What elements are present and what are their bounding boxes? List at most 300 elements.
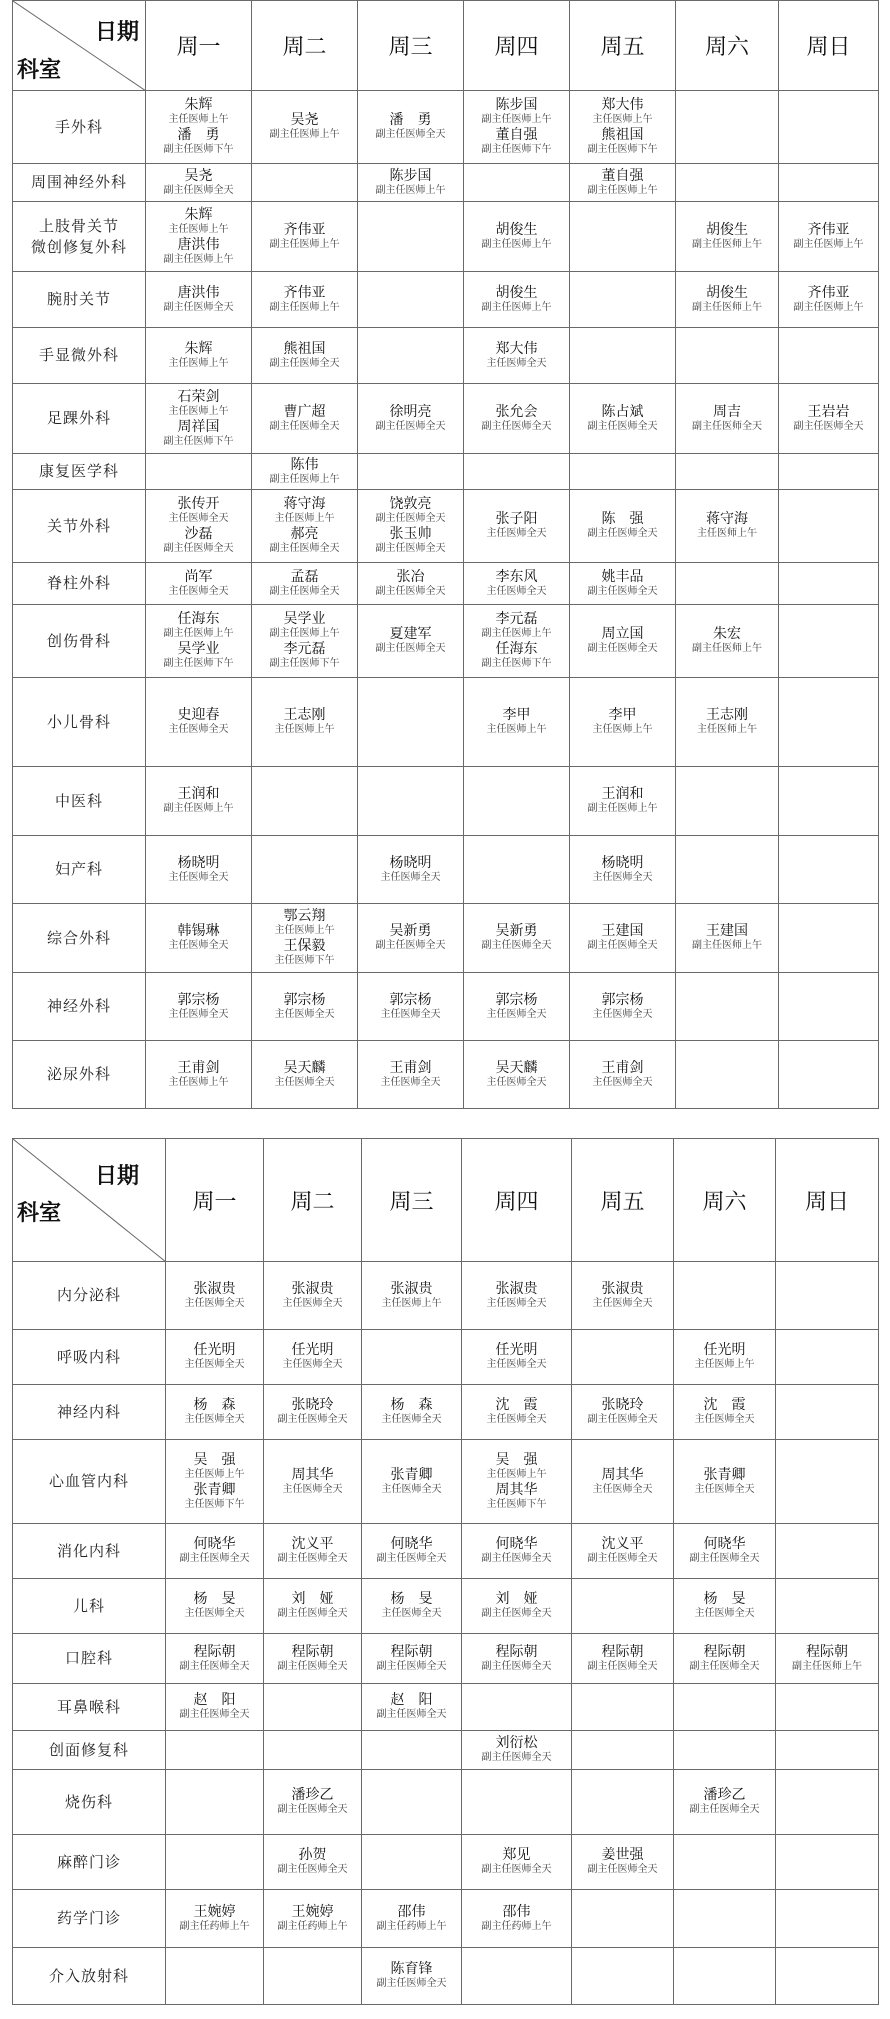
doctor-title: 副主任医师全天 [375,420,446,432]
doctor-name: 熊祖国 [283,340,326,357]
doctor-entry [464,404,569,434]
doctor-title: 主任医师上午 [184,1468,245,1480]
doctor-name: 周其华 [495,1481,538,1498]
doctor-name: 任光明 [703,1342,746,1358]
doctor-name: 陈伟 [290,456,319,473]
doctor-title: 副主任医师全天 [163,543,234,554]
doctor-entry [264,1591,361,1621]
doctor-title: 主任医师上午 [486,724,547,735]
doctor-name: 何晓华 [703,1536,746,1552]
schedule-cell [779,1041,879,1109]
day-header: 周四 [464,1,570,91]
schedule-cell [572,1579,674,1634]
corner-header [13,1139,166,1262]
schedule-cell [779,384,879,454]
schedule-cell [676,164,779,202]
schedule-cell [252,202,358,272]
doctor-entry [570,707,675,737]
doctor-name: 李元磊 [283,641,326,657]
schedule-cell [146,384,252,454]
schedule-cell [146,328,252,384]
doctor-entry [462,1397,571,1427]
schedule-cell [146,272,252,328]
doctor-name: 王志刚 [706,707,748,723]
schedule-cell [779,91,879,164]
schedule-cell [362,1684,462,1731]
doctor-name: 孙贺 [298,1847,327,1863]
dept-cell [13,767,146,836]
doctor-entry [146,419,251,449]
doctor-title: 副主任医师全天 [277,1660,348,1672]
schedule-cell [464,605,570,678]
schedule-row [13,384,879,454]
doctor-title: 主任医师全天 [184,1608,245,1619]
schedule-cell [572,1890,674,1948]
doctor-entry [252,641,357,671]
doctor-entry [674,1536,775,1566]
schedule-cell [252,272,358,328]
doctor-name: 吴天麟 [283,1059,326,1076]
doctor-title: 副主任医师全天 [375,940,446,951]
doctor-title: 主任医师全天 [486,1008,547,1020]
doctor-entry [264,1787,361,1817]
schedule-cell [572,1835,674,1890]
doctor-title: 主任医师全天 [282,1483,343,1495]
doctor-title: 主任医师全天 [486,357,547,369]
schedule-cell [252,1041,358,1109]
doctor-entry [572,1397,673,1427]
doctor-name: 沈义平 [601,1536,644,1552]
doctor-entry [676,285,778,315]
schedule-cell [358,91,464,164]
doctor-title: 副主任医师全天 [481,420,552,432]
doctor-name: 沈 霞 [495,1397,538,1413]
doctor-name: 张淑贵 [495,1280,538,1297]
doctor-title: 主任医师全天 [486,1297,547,1309]
schedule-row [13,678,879,767]
dept-cell [13,904,146,973]
doctor-title: 副主任医师上午 [792,1660,862,1672]
doctor-title: 主任医师全天 [168,871,229,883]
doctor-entry [462,1735,571,1765]
dept-name: 小儿骨科 [46,712,111,731]
doctor-title: 主任医师全天 [486,1359,547,1370]
schedule-cell [779,202,879,272]
schedule-cell [572,1770,674,1835]
schedule-cell [570,454,676,490]
day-header: 周三 [358,1,464,91]
schedule-cell [776,1330,879,1385]
doctor-entry [362,1591,461,1621]
doctor-entry [252,496,357,526]
doctor-entry [358,526,463,556]
day-header: 周二 [264,1139,362,1262]
doctor-title: 主任医师全天 [380,1076,441,1088]
schedule-cell [146,563,252,605]
doctor-entry [252,526,357,556]
schedule-table-2 [12,1138,879,2005]
doctor-entry [362,1644,461,1674]
doctor-name: 唐洪伟 [177,236,220,253]
doctor-name: 王建国 [601,923,644,939]
doctor-entry [264,1342,361,1372]
schedule-cell [358,164,464,202]
schedule-cell [776,1385,879,1440]
schedule-cell [362,1262,462,1330]
doctor-title: 副主任医师上午 [793,238,864,250]
schedule-cell [676,328,779,384]
dept-cell [13,454,146,490]
doctor-title: 副主任药师上午 [481,1920,552,1932]
doctor-name: 程际朝 [806,1643,848,1660]
schedule-cell [674,1731,776,1770]
doctor-entry [252,112,357,142]
doctor-entry [146,1060,251,1090]
doctor-entry [676,707,778,737]
doctor-title: 主任医师全天 [592,1483,653,1495]
doctor-title: 主任医师全天 [282,1359,343,1370]
schedule-cell [358,836,464,904]
doctor-title: 主任医师上午 [697,528,757,539]
doctor-name: 张晓玲 [601,1397,644,1413]
doctor-title: 副主任医师下午 [163,435,234,447]
doctor-entry [146,237,251,267]
doctor-name: 吴新勇 [389,923,432,939]
schedule-cell [166,1770,264,1835]
schedule-cell [252,454,358,490]
doctor-title: 主任医师全天 [168,585,229,597]
doctor-title: 副主任医师上午 [692,301,762,313]
doctor-entry [362,1692,461,1722]
doctor-entry [464,341,569,371]
doctor-name: 周吉 [713,403,741,420]
schedule-row [13,1579,879,1634]
schedule-cell [166,1385,264,1440]
doctor-entry [166,1536,263,1566]
doctor-name: 陈占斌 [601,403,644,420]
day-header: 周一 [166,1139,264,1262]
doctor-name: 吴学业 [283,611,326,627]
doctor-name: 王岩岩 [807,403,850,420]
doctor-name: 沈义平 [291,1536,334,1552]
doctor-title: 主任医师全天 [282,1297,343,1309]
doctor-name: 姜世强 [601,1847,644,1863]
dept-name: 呼吸内科 [56,1347,121,1366]
schedule-cell [358,202,464,272]
schedule-cell [462,1634,572,1684]
doctor-name: 杨 森 [193,1397,236,1413]
schedule-row [13,767,879,836]
schedule-row [13,563,879,605]
doctor-title: 主任医师全天 [184,1297,245,1309]
schedule-cell [358,272,464,328]
schedule-cell [146,164,252,202]
schedule-cell [674,1440,776,1524]
doctor-name: 何晓华 [390,1536,433,1552]
schedule-cell [570,328,676,384]
dept-name: 手外科 [54,117,103,136]
doctor-entry [146,855,251,885]
schedule-cell [462,1330,572,1385]
doctor-name: 任光明 [193,1342,236,1358]
doctor-name: 郑大伟 [495,340,538,357]
schedule-cell [166,1634,264,1684]
schedule-cell [570,490,676,563]
doctor-title: 副主任医师上午 [481,238,552,250]
doctor-entry [264,1536,361,1566]
doctor-title: 主任医师上午 [274,513,335,524]
doctor-entry [674,1591,775,1621]
doctor-name: 王甫剑 [601,1059,644,1076]
doctor-name: 杨 森 [390,1397,433,1413]
schedule-cell [464,678,570,767]
dept-name: 创面修复科 [48,1740,129,1759]
doctor-entry [146,389,251,419]
schedule-cell [570,202,676,272]
doctor-name: 张青卿 [193,1481,236,1498]
schedule-row [13,1634,879,1684]
schedule-cell [464,904,570,973]
doctor-title: 副主任医师下午 [481,144,552,155]
doctor-entry [572,1467,673,1497]
doctor-entry [358,404,463,434]
dept-cell [13,328,146,384]
dept-name: 儿科 [72,1596,105,1615]
doctor-title: 副主任医师全天 [692,420,762,432]
schedule-row [13,272,879,328]
doctor-name: 杨 旻 [390,1591,433,1607]
dept-name: 消化内科 [56,1541,121,1560]
schedule-cell [362,1330,462,1385]
doctor-entry [570,786,675,816]
schedule-cell [252,490,358,563]
doctor-title: 副主任医师全天 [269,543,340,554]
doctor-name: 王润和 [601,786,644,802]
doctor-name: 张子阳 [495,511,538,527]
doctor-name: 杨 旻 [703,1591,746,1607]
doctor-name: 邵伟 [397,1903,426,1920]
schedule-row [13,1890,879,1948]
doctor-title: 副主任医师全天 [481,940,552,951]
doctor-entry [572,1847,673,1877]
schedule-cell [362,1890,462,1948]
doctor-entry [462,1452,571,1482]
doctor-title: 副主任医师全天 [481,1553,552,1564]
schedule-cell [166,1524,264,1579]
schedule-cell [146,202,252,272]
doctor-name: 郭宗杨 [177,991,220,1008]
schedule-cell [462,1890,572,1948]
doctor-entry [358,569,463,599]
doctor-name: 潘珍乙 [703,1787,746,1803]
schedule-row [13,490,879,563]
doctor-title: 主任医师全天 [486,1414,547,1425]
doctor-entry [358,626,463,656]
schedule-cell [146,904,252,973]
doctor-name: 吴学业 [177,641,220,657]
doctor-entry [358,112,463,142]
schedule-cell [146,91,252,164]
doctor-name: 王建国 [706,923,748,939]
doctor-name: 沙磊 [184,526,213,542]
schedule-cell [362,1440,462,1524]
date-label: 日期 [94,19,139,45]
doctor-entry [358,992,463,1022]
schedule-cell [252,678,358,767]
doctor-title: 副主任医师全天 [689,1660,760,1672]
doctor-title: 主任医师上午 [168,223,229,235]
schedule-cell [358,490,464,563]
schedule-cell [362,1579,462,1634]
doctor-name: 朱辉 [184,206,213,223]
schedule-cell [264,1330,362,1385]
schedule-cell [358,454,464,490]
doctor-name: 王保毅 [283,938,326,954]
doctor-title: 主任医师全天 [274,1008,335,1020]
schedule-row [13,1330,879,1385]
doctor-entry [462,1342,571,1372]
doctor-title: 副主任医师全天 [481,1660,552,1672]
doctor-entry [572,1281,673,1311]
doctor-entry [464,707,569,737]
doctor-entry [464,569,569,599]
doctor-name: 赵 阳 [390,1692,433,1708]
doctor-entry [252,707,357,737]
schedule-cell [676,678,779,767]
dept-cell [13,1948,166,2005]
day-header: 周三 [362,1139,462,1262]
doctor-entry [252,938,357,968]
doctor-entry [264,1467,361,1497]
doctor-title: 主任医师全天 [694,1483,755,1495]
dept-cell [13,973,146,1041]
schedule-cell [570,678,676,767]
doctor-name: 齐伟亚 [807,284,850,301]
schedule-cell [462,1770,572,1835]
doctor-name: 王润和 [177,786,220,802]
schedule-cell [464,328,570,384]
doctor-entry [166,1342,263,1372]
dept-cell [13,202,146,272]
schedule-cell [464,973,570,1041]
doctor-entry [252,1060,357,1090]
dept-name: 泌尿外科 [46,1065,111,1083]
schedule-cell [779,164,879,202]
schedule-cell [462,1948,572,2005]
doctor-title: 副主任医师全天 [163,301,234,313]
schedule-cell [674,1579,776,1634]
doctor-name: 郑大伟 [601,97,644,113]
doctor-name: 郭宗杨 [389,991,432,1008]
doctor-title: 副主任医师全天 [587,420,658,432]
doctor-title: 主任医师全天 [168,724,229,735]
schedule-cell [464,384,570,454]
schedule-cell [776,1262,879,1330]
schedule-cell [358,384,464,454]
doctor-title: 主任医师全天 [592,1076,653,1088]
doctor-entry [252,404,357,434]
doctor-title: 主任医师下午 [184,1498,245,1510]
doctor-entry [570,569,675,599]
schedule-cell [570,904,676,973]
doctor-title: 副主任医师上午 [269,129,340,140]
doctor-title: 副主任医师全天 [376,1553,447,1564]
schedule-cell [572,1684,674,1731]
doctor-name: 郝亮 [290,526,319,542]
schedule-cell [264,1440,362,1524]
doctor-name: 胡俊生 [495,221,538,238]
doctor-name: 朱宏 [713,626,741,642]
schedule-cell [570,384,676,454]
schedule-cell [264,1262,362,1330]
dept-name: 上肢骨关节 微创修复外科 [30,216,127,256]
day-header: 周五 [570,1,676,91]
doctor-entry [146,496,251,526]
schedule-cell [362,1731,462,1770]
doctor-title: 副主任医师全天 [587,528,658,539]
schedule-cell [570,91,676,164]
doctor-entry [146,641,251,671]
schedule-cell [676,563,779,605]
dept-name: 妇产科 [54,860,103,878]
schedule-cell [779,973,879,1041]
doctor-title: 副主任医师全天 [793,420,864,432]
doctor-name: 程际朝 [601,1643,644,1660]
schedule-cell [572,1731,674,1770]
doctor-entry [358,168,463,198]
schedule-cell [779,836,879,904]
doctor-title: 副主任医师全天 [269,585,340,597]
schedule-cell [166,1579,264,1634]
doctor-entry [674,1787,775,1817]
doctor-entry [146,127,251,157]
schedule-cell [166,1330,264,1385]
doctor-name: 熊祖国 [601,127,644,143]
doctor-name: 程际朝 [291,1643,334,1660]
schedule-cell [146,490,252,563]
schedule-cell [779,454,879,490]
schedule-cell [264,1385,362,1440]
schedule-cell [146,605,252,678]
schedule-cell [358,563,464,605]
doctor-entry [252,611,357,641]
doctor-entry [464,97,569,127]
doctor-title: 副主任药师上午 [277,1920,348,1932]
doctor-title: 主任医师全天 [694,1608,755,1619]
schedule-cell [572,1524,674,1579]
doctor-title: 主任医师下午 [486,1498,547,1510]
schedule-row [13,1524,879,1579]
schedule-cell [572,1385,674,1440]
doctor-name: 王婉婷 [193,1903,236,1920]
schedule-cell [464,164,570,202]
dept-name: 介入放射科 [48,1966,129,1985]
doctor-entry [362,1536,461,1566]
dept-cell [13,605,146,678]
schedule-cell [166,1262,264,1330]
schedule-cell [570,973,676,1041]
schedule-cell [676,91,779,164]
schedule-cell [776,1890,879,1948]
doctor-name: 周其华 [291,1466,334,1483]
doctor-entry [570,404,675,434]
doctor-title: 副主任医师全天 [375,129,446,140]
doctor-title: 主任医师全天 [486,1076,547,1088]
schedule-cell [674,1890,776,1948]
doctor-entry [146,569,251,599]
schedule-cell [570,1041,676,1109]
doctor-title: 主任医师全天 [184,1414,245,1425]
